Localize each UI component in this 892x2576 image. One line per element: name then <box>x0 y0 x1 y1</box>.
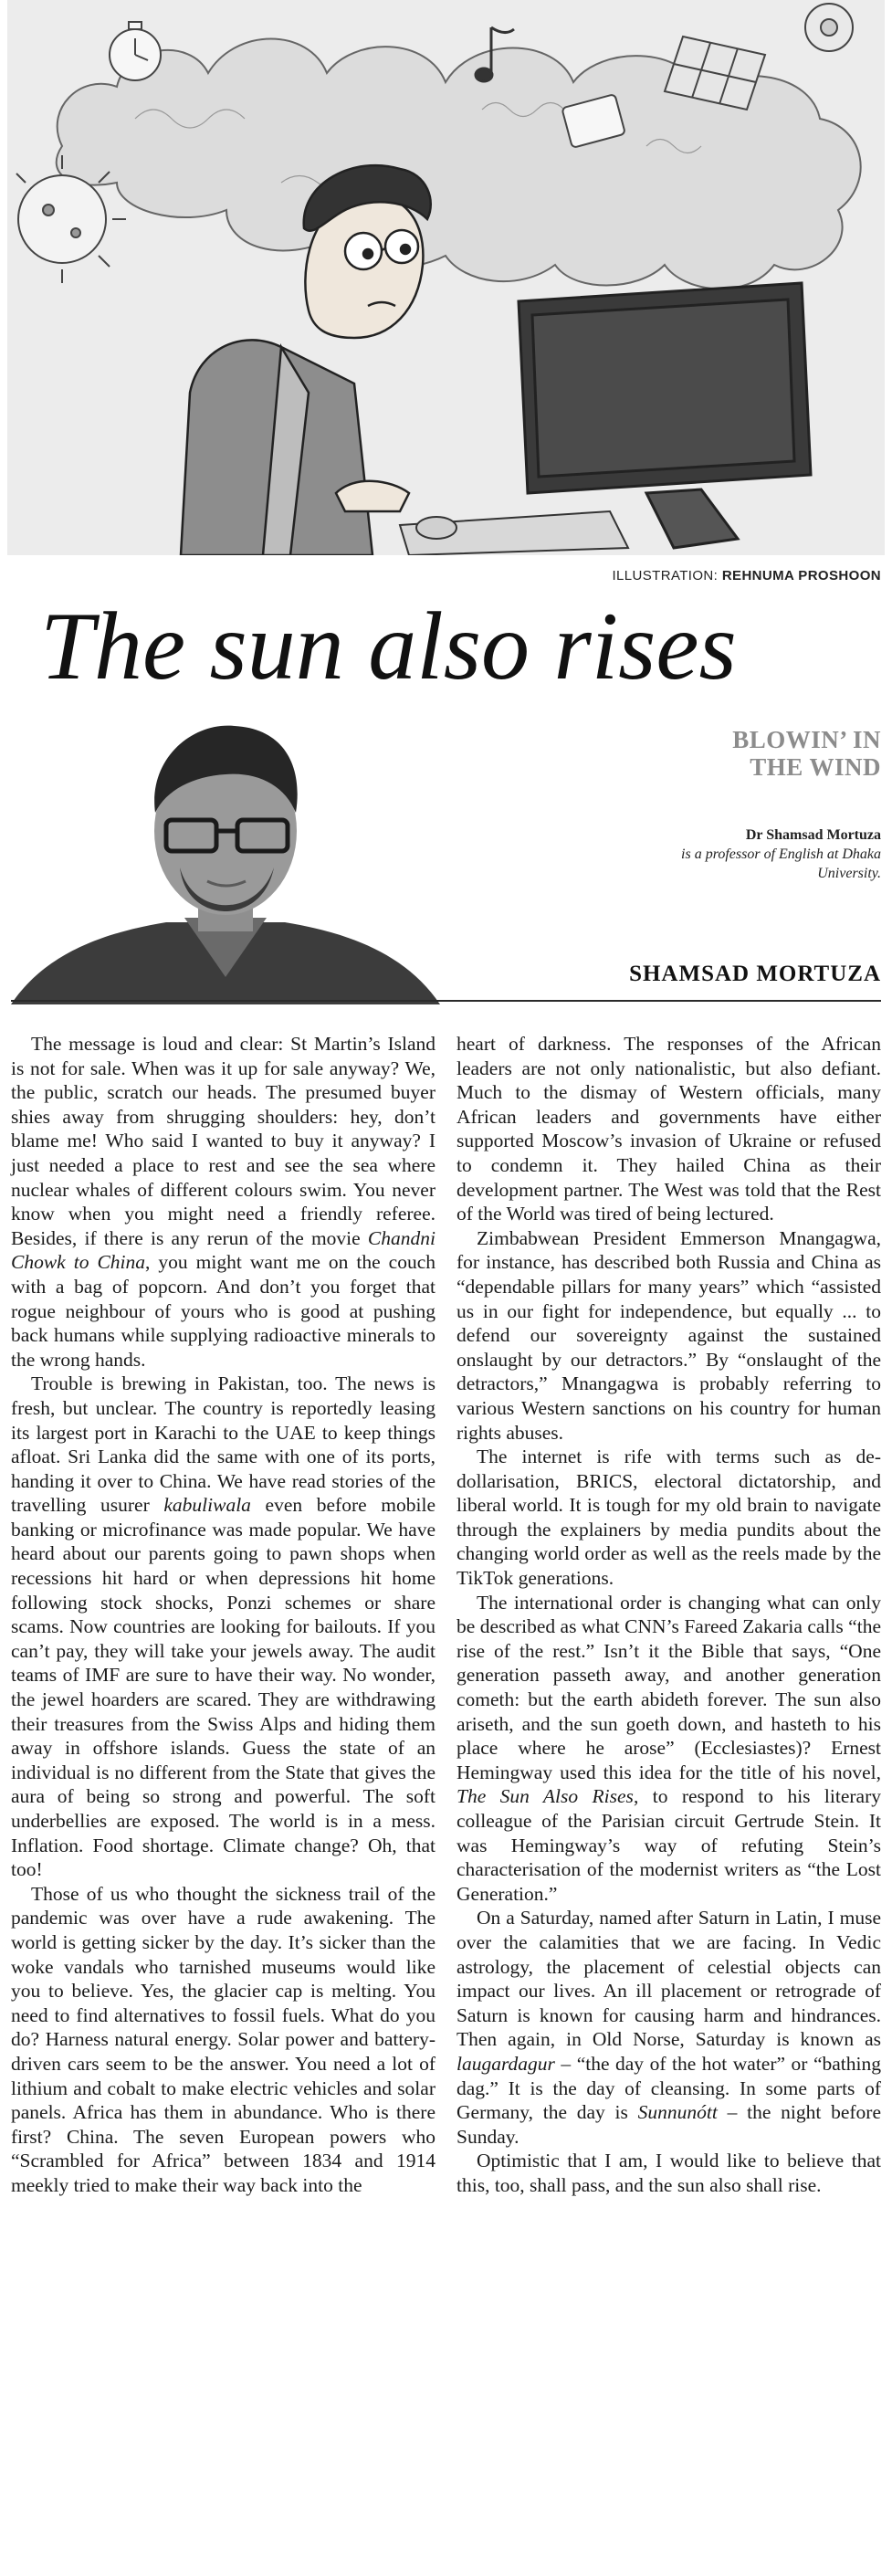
illustration-drawing <box>7 0 885 555</box>
column-name-line1: BLOWIN’ IN <box>732 726 881 753</box>
article-column-left <box>11 1032 436 2571</box>
page-title: The sun also rises <box>40 593 737 699</box>
paragraph-text: Optimistic that I am, I would like to believe that this, too, shall pass, and the sun also shall rise. <box>456 2150 881 2196</box>
paragraph-text: heart of darkness. The responses of the African leaders are not only nationalistic, but also defiant. Much to the dismay of Western officials, many African leaders and governments have either supported Moscow’s invasion of Ukraine or refused to condemn it. They hailed China as their development partner. The West was told that the Rest of the World was tired of being lectured. <box>456 1033 881 1225</box>
author-portrait <box>11 703 440 1004</box>
bio-name: Dr Shamsad Mortuza <box>745 827 881 843</box>
article-paragraph <box>11 1032 436 1372</box>
gear-icon <box>805 4 853 51</box>
article-body <box>11 1032 881 2571</box>
article-paragraph <box>456 1591 881 1907</box>
article-paragraph <box>456 1906 881 2149</box>
paragraph-text: The message is loud and clear: St Martin’s Island is not for sale. When was it up for sale anyway? We, the public, scratch our heads. The presumed buyer shies away from shrugging shoulders: hey, don’t blame me! Who said I wanted to buy it anyway? I just needed a place to rest and see the sea where nuclear whales of different colours swim. You never know when you might need a friendly referee. Besides, if there is any rerun of the movie <box>11 1033 436 1249</box>
paragraph-text: even before mobile banking or microfinance was made popular. We have heard about our parents going to pawn shops when recessions hit hard or when depressions hit home following stock shocks, Ponzi schemes or share scams. Now countries are looking for bailouts. If you can’t pay, they will take your jewels away. The audit teams of IMF are sure to have their way. No wonder, the jewel hoarders are scared. They are withdrawing their treasures from the Swiss Alps and hiding them away in offshore islands. Guess the state of an individual is no different from the State that gives the aura of being so strong and powerful. The soft underbellies are exposed. The world is in a mess. Inflation. Food shortage. Climate change? Oh, that too! <box>11 1494 436 1881</box>
article-paragraph <box>456 2149 881 2197</box>
article-paragraph <box>456 1445 881 1591</box>
paragraph-text: The international order is changing what can only be described as what CNN’s Fareed Zakaria calls “the rise of the rest.” Isn’t it the Bible that says, “One generation passeth away, and another generation cometh: but the earth abideth forever. The sun also ariseth, and the sun goeth down, and hasteth to his place where he arose” (Ecclesiastes)? Ernest Hemingway used this idea for the title of his novel, <box>456 1591 881 1783</box>
paragraph-text: – “the day of the hot water” or “bathing dag.” It is the day of cleansing. In some parts of Germany, the day is <box>456 2052 881 2124</box>
author-bio <box>625 826 881 883</box>
mouse-icon <box>416 517 456 539</box>
article-column-right <box>456 1032 881 2571</box>
italic-text: laugardagur <box>456 2052 555 2075</box>
author-photo <box>11 703 440 1004</box>
paragraph-text: Trouble is brewing in Pakistan, too. The news is fresh, but unclear. The country is reportedly leasing its largest port in Karachi to the UAE to keep things afloat. Sri Lanka did the same with one of its ports, handing it over to China. We have read stories of the travelling usurer <box>11 1372 436 1517</box>
article-paragraph <box>11 1882 436 2198</box>
italic-text: The Sun Also Rises <box>456 1785 634 1808</box>
byline: SHAMSAD MORTUZA <box>629 962 881 986</box>
article-paragraph <box>456 1032 881 1226</box>
paragraph-text: , to respond to his literary colleague of the Parisian circuit Gertrude Stein. It was Hemingway’s way of refuting Stein’s characterisation of the modernist writers as “the Lost Generation.” <box>456 1785 882 1905</box>
illustration-credit <box>612 568 881 584</box>
article-paragraph <box>456 1226 881 1445</box>
credit-label: ILLUSTRATION: <box>612 568 719 584</box>
article-paragraph <box>11 1372 436 1881</box>
italic-text: Chandni Chowk to China <box>11 1226 436 1274</box>
header-illustration <box>7 0 885 555</box>
paragraph-text: On a Saturday, named after Saturn in Latin, I muse over the calamities that we are facing. In Vedic astrology, the placement of celestial objects can impact our lives. An ill placement or retrograde of Saturn is known for causing harm and hindrances. Then again, in Old Norse, Saturday is known as <box>456 1907 881 2051</box>
italic-text: kabuliwala <box>163 1494 251 1517</box>
column-name <box>680 726 881 781</box>
byline-rule <box>11 1000 881 1002</box>
paragraph-text: – the night before Sunday. <box>456 2101 882 2148</box>
paragraph-text: The internet is rife with terms such as de-dollarisation, BRICS, electoral dictatorship, and liberal world. It is tough for my old brain to navigate through the explainers by media pundits about the changing world order as well as the reels made by the TikTok generations. <box>456 1446 881 1590</box>
italic-text: Sunnunótt <box>637 2101 718 2124</box>
bio-description: is a professor of English at Dhaka University. <box>681 846 881 881</box>
paragraph-text: , you might want me on the couch with a bag of popcorn. And don’t you forget that rogue neighbour of yours who is good at pushing back humans while supplying radioactive minerals to the wrong hands. <box>11 1251 436 1371</box>
paragraph-text: Those of us who thought the sickness trail of the pandemic was over have a rude awakening. The world is getting sicker by the day. It’s sicker than the woke vandals who tarnished museums would like you to believe. Yes, the glacier cap is melting. You need to find alternatives to fossil fuels. What do you do? Harness natural energy. Solar power and battery-driven cars seem to be the answer. You need a lot of lithium and cobalt to make electric vehicles and solar panels. Africa has them in abundance. Who is there first? China. The seven European powers who “Scrambled for Africa” between 1834 and 1914 meekly tried to make their way back into the <box>11 1882 436 2196</box>
column-name-line2: THE WIND <box>750 753 881 782</box>
credit-name: REHNUMA PROSHOON <box>721 568 881 584</box>
paragraph-text: Zimbabwean President Emmerson Mnangagwa, for instance, has described both Russia and China as “dependable pillars for many years” which “assisted us in our fight for independence, but equally ... to defend our sovereignty against the sustained onslaught by our detractors.” By “onslaught of the detractors,” Mnangagwa is probably referring to various Western sanctions on his country for human rights abuses. <box>456 1226 881 1444</box>
